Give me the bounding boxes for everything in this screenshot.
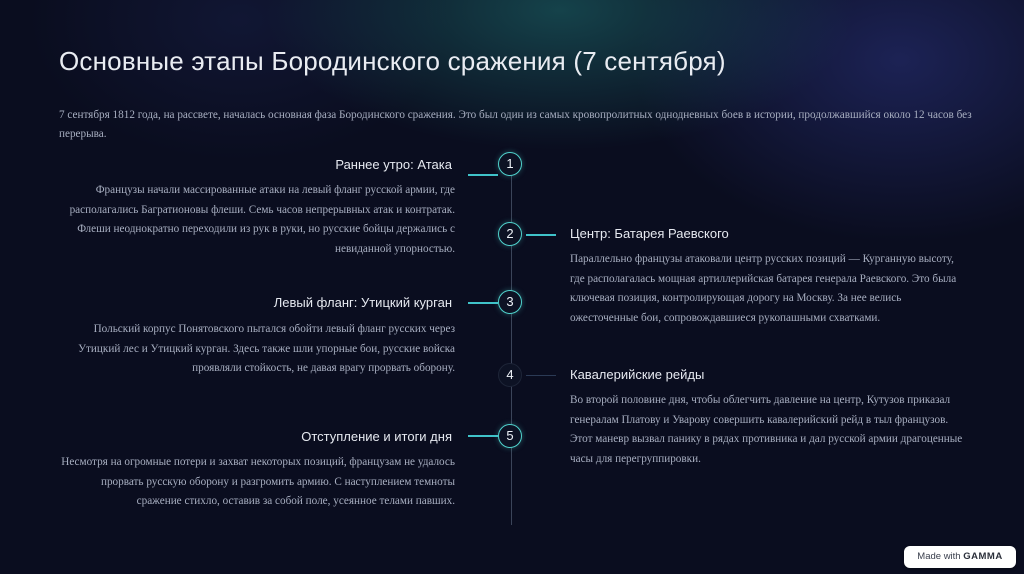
page-title: Основные этапы Бородинского сражения (7 сентября): [59, 46, 726, 76]
badge-prefix: Made with: [917, 551, 961, 562]
stage-3-connector: [468, 302, 498, 304]
stage-2-marker: 2: [498, 222, 522, 246]
stage-5-connector: [468, 435, 498, 437]
stage-1-connector: [468, 174, 498, 176]
stage-4-connector: [526, 375, 556, 376]
stage-2-text: Параллельно французы атаковали центр русских позиций — Курганную высоту, где располагалась мощная артиллерийская батарея генерала Раевского. Это была ключевая позиция, контролирующая дорогу на Москву. За нее велись ожесточенные бои, сопровождавшиеся рукопашными схватками.: [570, 253, 957, 324]
stage-3-text: Польский корпус Понятовского пытался обойти левый фланг русских через Утицкий лес и Утицкий курган. Здесь также шли упорные бои, русские войска проявляли стойкость, не давая врагу прорвать оборону.: [78, 323, 455, 374]
stage-5-title: Отступление и итоги дня: [301, 429, 452, 444]
intro-text: 7 сентября 1812 года, на рассвете, началась основная фаза Бородинского сражения. Это был один из самых кровопролитных однодневных боев в истории, продолжавшийся около 12 часов без перерыва.: [59, 109, 972, 140]
stage-3-title: Левый фланг: Утицкий курган: [273, 295, 452, 310]
stage-5-marker: 5: [498, 424, 522, 448]
stage-2-connector: [526, 234, 556, 236]
made-with-gamma-badge[interactable]: [904, 546, 1016, 568]
stage-2-title: Центр: Батарея Раевского: [570, 226, 729, 241]
stage-1-marker: 1: [498, 152, 522, 176]
stage-4-text: Во второй половине дня, чтобы облегчить давление на центр, Кутузов приказал генералам Платову и Уварову совершить кавалерийский рейд в тыл французов. Этот маневр вызвал панику в рядах противника и дал русской армии драгоценные часы для перегруппировки.: [570, 394, 963, 465]
gamma-logo: GAMMA: [963, 551, 1003, 562]
timeline-axis: [511, 163, 512, 525]
stage-3-marker: 3: [498, 290, 522, 314]
stage-1-text: Французы начали массированные атаки на левый фланг русской армии, где располагались Багратионовы флеши. Семь часов непрерывных атак и контратак. Флеши неоднократно переходили из рук в руки, но русские бойцы держались с невиданной упорностью.: [69, 184, 455, 255]
stage-5-text: Несмотря на огромные потери и захват некоторых позиций, французам не удалось прорвать русскую оборону и разгромить армию. С наступлением темноты сражение стихло, оставив за собой поле, усеянное телами павших.: [61, 456, 455, 507]
stage-1-title: Раннее утро: Атака: [335, 157, 452, 172]
stage-4-marker: 4: [498, 363, 522, 387]
stage-4-title: Кавалерийские рейды: [570, 367, 705, 382]
